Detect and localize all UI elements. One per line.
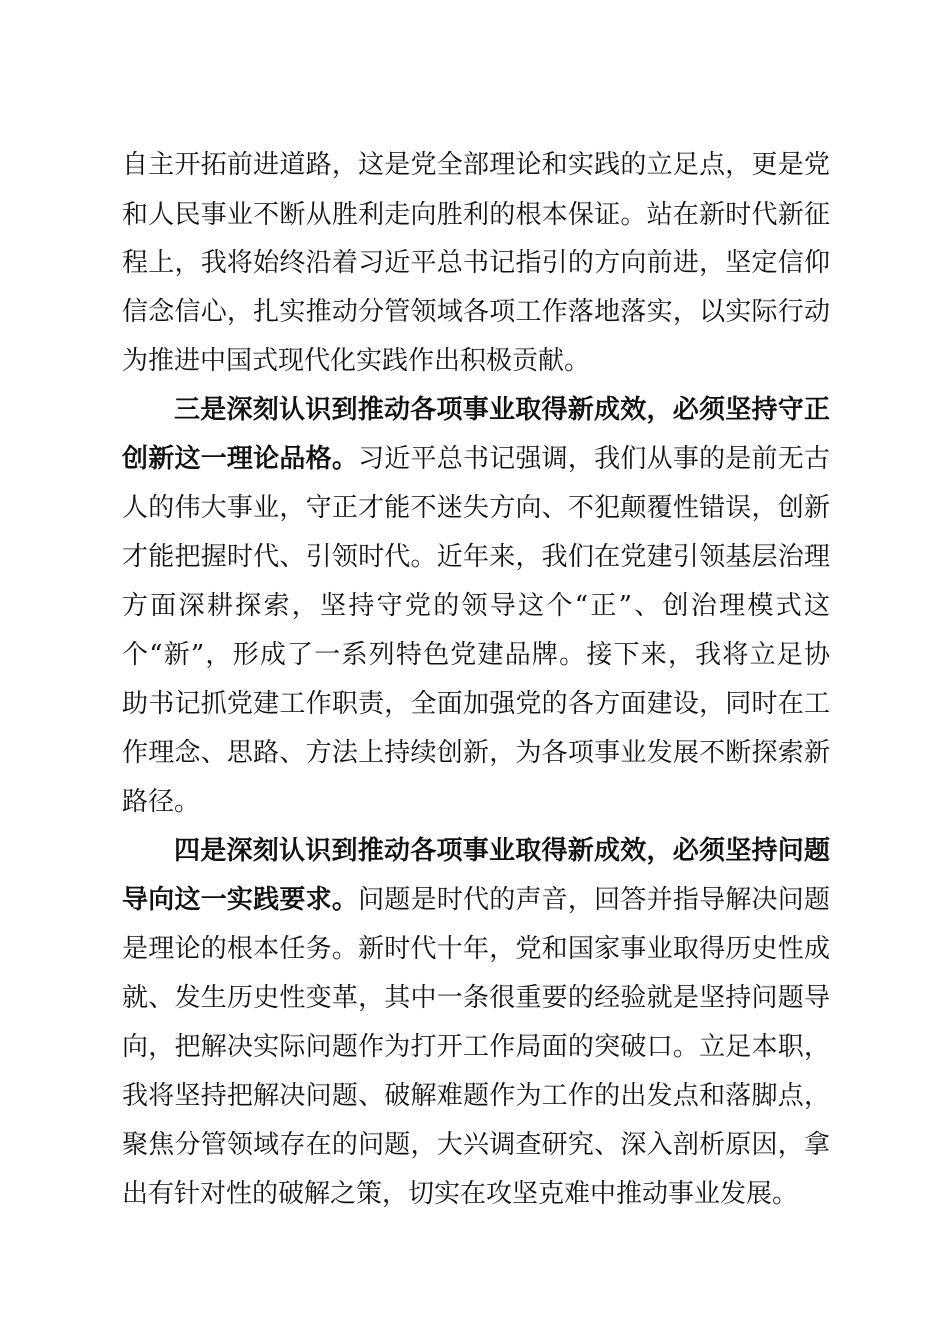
text-line: 才能把握时代、引领时代。近年来，我们在党建引领基层治理 [122, 542, 830, 572]
text-line: 作理念、思路、方法上持续创新，为各项事业发展不断探索新 [122, 738, 830, 768]
heading-text: 四是深刻认识到推动各项事业取得新成效，必须坚持问题 [174, 836, 830, 866]
text-line: 聚焦分管领域存在的问题，大兴调查研究、深入剖析原因，拿 [122, 1130, 830, 1160]
paragraph-heading-line [174, 386, 830, 434]
text-line: 人的伟大事业，守正才能不迷失方向、不犯颠覆性错误，创新 [122, 493, 830, 523]
body-text: 习近平总书记强调，我们从事的是前无古 [358, 444, 830, 474]
text-line: 助书记抓党建工作职责，全面加强党的各方面建设，同时在工 [122, 689, 830, 719]
text-line [122, 435, 830, 483]
text-line: 出有针对性的破解之策，切实在攻坚克难中推动事业发展。 [122, 1179, 799, 1209]
text-line: 向，把解决实际问题作为打开工作局面的突破口。立足本职， [122, 1032, 830, 1062]
text-line: 我将坚持把解决问题、破解难题作为工作的出发点和落脚点， [122, 1081, 830, 1111]
heading-text: 创新这一理论品格。 [122, 444, 359, 474]
paragraph-heading-line [174, 827, 830, 875]
heading-text: 三是深刻认识到推动各项事业取得新成效，必须坚持守正 [174, 395, 830, 425]
text-line: 是理论的根本任务。新时代十年，党和国家事业取得历史性成 [122, 934, 830, 964]
text-line: 自主开拓前进道路，这是党全部理论和实践的立足点，更是党 [122, 150, 830, 180]
text-line: 和人民事业不断从胜利走向胜利的根本保证。站在新时代新征 [122, 200, 830, 230]
heading-text: 导向这一实践要求。 [122, 885, 359, 915]
text-line: 个“新”，形成了一系列特色党建品牌。接下来，我将立足协 [122, 640, 830, 670]
text-line: 路径。 [122, 787, 201, 817]
text-line: 信念信心，扎实推动分管领域各项工作落地落实，以实际行动 [122, 297, 830, 327]
text-line: 就、发生历史性变革，其中一条很重要的经验就是坚持问题导 [122, 983, 830, 1013]
text-line: 为推进中国式现代化实践作出积极贡献。 [122, 346, 591, 376]
text-line [122, 876, 830, 924]
body-text: 问题是时代的声音，回答并指导解决问题 [358, 885, 830, 915]
text-line: 方面深耕探索，坚持守党的领导这个“正”、创治理模式这 [122, 591, 830, 621]
text-line: 程上，我将始终沿着习近平总书记指引的方向前进，坚定信仰 [122, 248, 830, 278]
